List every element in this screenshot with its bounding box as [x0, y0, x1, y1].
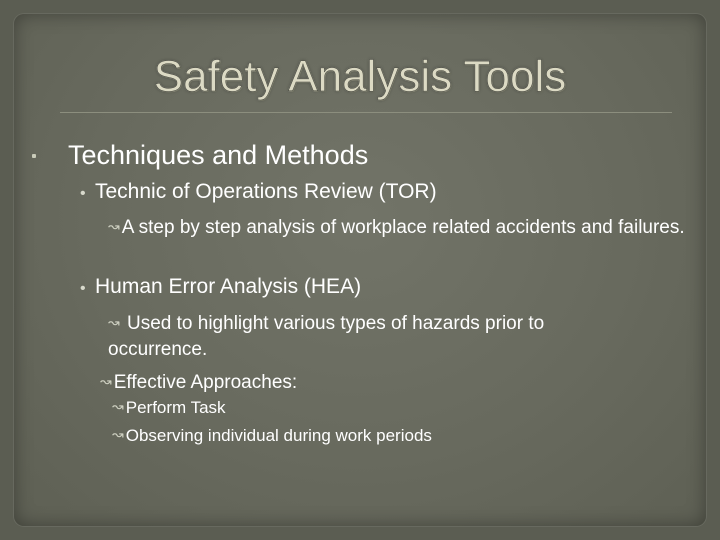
approach-item	[112, 426, 432, 446]
tor-detail-text: A step by step analysis of workplace related accidents and failures.	[121, 217, 685, 238]
hea-detail	[108, 309, 648, 363]
level1-heading: Techniques and Methods	[68, 140, 369, 170]
square-dot-icon	[32, 154, 36, 158]
dot-icon: •	[80, 185, 86, 202]
tor-label: Technic of Operations Review (TOR)	[95, 180, 437, 203]
hea-detail-text: Used to highlight various types of hazards prior to occurrence.	[108, 313, 545, 360]
curved-arrow-icon: ↝	[112, 398, 124, 414]
hea-approaches	[100, 368, 680, 396]
tor-detail	[108, 213, 688, 241]
hea-approaches-text: Effective Approaches:	[113, 372, 298, 393]
slide-title: Safety Analysis Tools	[153, 52, 567, 101]
dot-icon: •	[80, 280, 86, 297]
curved-arrow-icon: ↝	[112, 426, 124, 442]
curved-arrow-icon: ↝	[108, 314, 120, 330]
approach-item-text: Observing individual during work periods	[125, 426, 432, 445]
approach-item-text: Perform Task	[125, 398, 226, 417]
curved-arrow-icon: ↝	[100, 373, 112, 389]
approach-item	[112, 398, 226, 418]
hea-label: Human Error Analysis (HEA)	[95, 275, 362, 298]
curved-arrow-icon: ↝	[108, 218, 120, 234]
